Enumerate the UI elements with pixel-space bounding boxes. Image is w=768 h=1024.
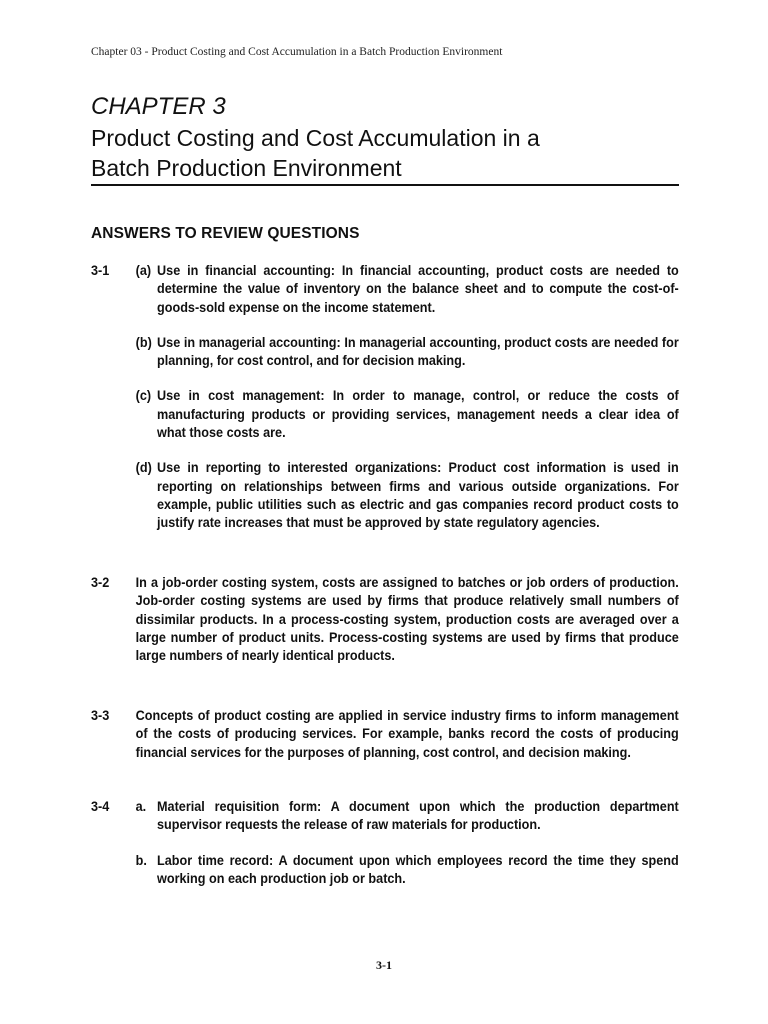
chapter-title xyxy=(91,123,691,183)
part-text: Use in cost management: In order to manage, control, or reduce the costs of manufacturing products or providing services, management needs a clear idea of what those costs are. xyxy=(157,388,679,441)
part-text: Use in reporting to interested organizations: Product cost information is used in reporting on relationships between firms and various outside organizations. For example, public utilities such as electric and gas companies record product costs to justify rate increases that must be approved by state regulatory agencies. xyxy=(157,460,679,531)
answer-part-b xyxy=(136,852,679,889)
part-text: Material requisition form: A document upon which the production department supervisor requests the release of raw materials for production. xyxy=(157,799,679,833)
question-number: 3-3 xyxy=(91,708,110,723)
page-number: 3-1 xyxy=(376,958,392,972)
part-text: Labor time record: A document upon which employees record the time they spend working on each production job or batch. xyxy=(157,852,679,886)
part-text: Use in managerial accounting: In managerial accounting, product costs are needed for planning, for cost control, and for decision making. xyxy=(157,334,679,369)
chapter-title-line-1: Product Costing and Cost Accumulation in a xyxy=(91,125,540,151)
answer-part-a xyxy=(136,262,679,317)
answer-text: Concepts of product costing are applied in service industry firms to inform management of the costs of producing services. For example, banks record the costs of producing financial services for the purposes of planning, cost control, and decision making. xyxy=(135,708,679,760)
part-text: Use in financial accounting: In financial accounting, product costs are needed to determine the value of inventory on the balance sheet and to compute the cost-of-goods-sold expense on the income statement. xyxy=(157,263,679,315)
question-3-1 xyxy=(91,262,679,533)
chapter-title-line-2: Batch Production Environment xyxy=(91,155,402,181)
question-number: 3-4 xyxy=(91,799,110,814)
answer-part-b xyxy=(136,334,679,371)
question-number: 3-1 xyxy=(91,263,110,278)
part-marker: (c) xyxy=(135,388,152,404)
question-3-4 xyxy=(91,798,679,888)
part-marker: (d) xyxy=(135,460,152,476)
part-marker: b. xyxy=(135,852,147,868)
answer-part-a xyxy=(136,798,679,835)
question-3-2 xyxy=(91,574,679,665)
question-number: 3-2 xyxy=(91,575,110,590)
part-marker: (a) xyxy=(135,263,152,278)
title-rule xyxy=(91,184,679,186)
section-heading: ANSWERS TO REVIEW QUESTIONS xyxy=(91,225,360,242)
answer-text: In a job-order costing system, costs are assigned to batches or job orders of production. Job-order costing systems are used by firms that produce relatively small numbers of dissimilar products. In a process-costing system, production costs are averaged over a large number of product units. Process-costing systems are used by firms that produce large numbers of nearly identical products. xyxy=(135,575,679,664)
chapter-label: CHAPTER 3 xyxy=(91,93,226,120)
part-marker: (b) xyxy=(135,334,152,350)
answer-part-d xyxy=(136,459,679,532)
answer-part-c xyxy=(136,387,679,442)
part-marker: a. xyxy=(135,799,147,814)
question-3-3 xyxy=(91,707,679,762)
running-header: Chapter 03 - Product Costing and Cost Accumulation in a Batch Production Environment xyxy=(91,46,503,58)
